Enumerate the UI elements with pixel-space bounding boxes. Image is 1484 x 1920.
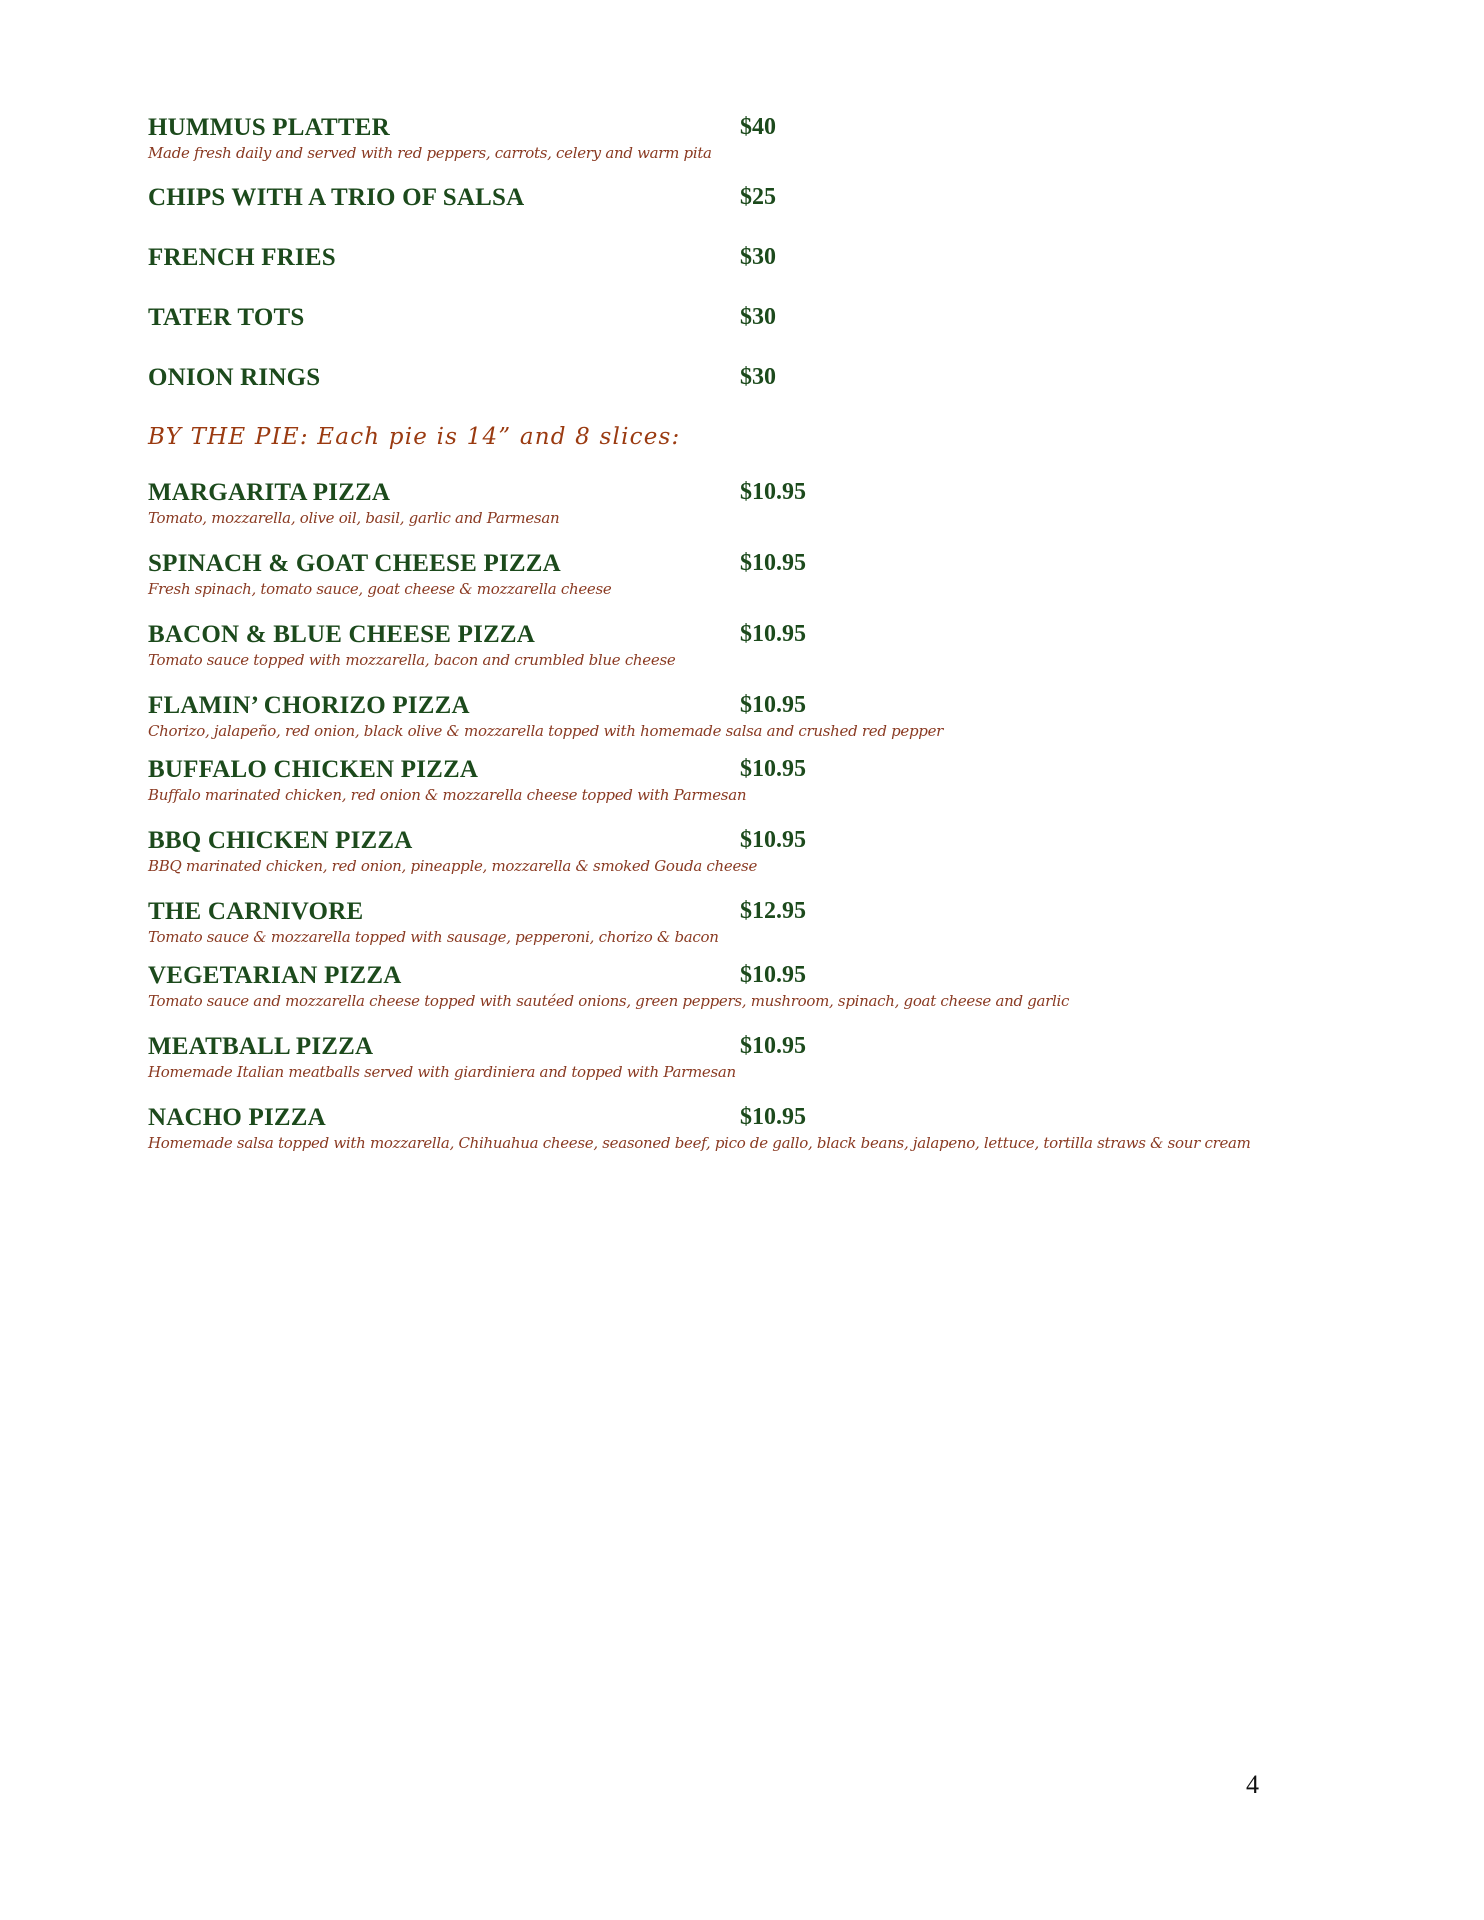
item-price: $25 xyxy=(740,184,776,210)
item-price: $30 xyxy=(740,364,776,390)
item-price: $10.95 xyxy=(740,827,806,853)
item-name: BUFFALO CHICKEN PIZZA xyxy=(148,756,479,783)
item-description: Tomato sauce & mozzarella topped with sausage, pepperoni, chorizo & bacon xyxy=(148,928,719,946)
item-price: $10.95 xyxy=(740,1104,806,1130)
item-description: Tomato sauce and mozzarella cheese topped with sautéed onions, green peppers, mushroom, spinach, goat cheese and garlic xyxy=(148,992,1070,1010)
menu-item-bbq-chicken-pizza xyxy=(148,827,1348,875)
item-name: NACHO PIZZA xyxy=(148,1104,326,1131)
item-price: $10.95 xyxy=(740,621,806,647)
item-price: $10.95 xyxy=(740,692,806,718)
menu-item-spinach-goat-cheese-pizza xyxy=(148,550,1348,598)
item-description: Made fresh daily and served with red peppers, carrots, celery and warm pita xyxy=(148,144,712,162)
item-price: $30 xyxy=(740,244,776,270)
menu-item-buffalo-chicken-pizza xyxy=(148,756,1348,804)
menu-item-margarita-pizza xyxy=(148,479,1348,527)
item-name: TATER TOTS xyxy=(148,304,305,331)
menu-item-nacho-pizza xyxy=(148,1104,1348,1152)
item-price: $10.95 xyxy=(740,479,806,505)
item-description: Fresh spinach, tomato sauce, goat cheese & mozzarella cheese xyxy=(148,580,612,598)
item-price: $30 xyxy=(740,304,776,330)
menu-item-french-fries xyxy=(148,244,1348,278)
item-name: BACON & BLUE CHEESE PIZZA xyxy=(148,621,536,648)
item-price: $10.95 xyxy=(740,962,806,988)
item-name: SPINACH & GOAT CHEESE PIZZA xyxy=(148,550,561,577)
item-description: Chorizo, jalapeño, red onion, black olive & mozzarella topped with homemade salsa and crushed red pepper xyxy=(148,722,944,740)
item-name: FRENCH FRIES xyxy=(148,244,336,271)
menu-item-chips-salsa xyxy=(148,184,1348,218)
menu-item-onion-rings xyxy=(148,364,1348,398)
item-name: HUMMUS PLATTER xyxy=(148,114,390,141)
menu-item-the-carnivore xyxy=(148,898,1348,946)
item-price: $10.95 xyxy=(740,756,806,782)
page-number: 4 xyxy=(1246,1770,1259,1799)
menu-list xyxy=(148,114,1348,1152)
item-name: BBQ CHICKEN PIZZA xyxy=(148,827,413,854)
section-heading-by-the-pie: BY THE PIE: Each pie is 14” and 8 slices: xyxy=(148,424,681,450)
item-name: FLAMIN’ CHORIZO PIZZA xyxy=(148,692,470,719)
item-description: Homemade salsa topped with mozzarella, Chihuahua cheese, seasoned beef, pico de gallo, black beans, jalapeno, lettuce, tortilla straws & sour cream xyxy=(148,1134,1251,1152)
item-price: $10.95 xyxy=(740,550,806,576)
item-name: ONION RINGS xyxy=(148,364,321,391)
item-description: Homemade Italian meatballs served with giardiniera and topped with Parmesan xyxy=(148,1063,736,1081)
menu-item-bacon-blue-cheese-pizza xyxy=(148,621,1348,669)
item-name: CHIPS WITH A TRIO OF SALSA xyxy=(148,184,525,211)
item-description: Tomato, mozzarella, olive oil, basil, garlic and Parmesan xyxy=(148,509,560,527)
menu-item-meatball-pizza xyxy=(148,1033,1348,1081)
item-name: VEGETARIAN PIZZA xyxy=(148,962,402,989)
menu-item-flamin-chorizo-pizza xyxy=(148,692,1348,740)
item-description: BBQ marinated chicken, red onion, pineapple, mozzarella & smoked Gouda cheese xyxy=(148,857,758,875)
item-description: Tomato sauce topped with mozzarella, bacon and crumbled blue cheese xyxy=(148,651,676,669)
item-description: Buffalo marinated chicken, red onion & mozzarella cheese topped with Parmesan xyxy=(148,786,747,804)
item-price: $40 xyxy=(740,114,776,140)
item-name: MEATBALL PIZZA xyxy=(148,1033,374,1060)
menu-item-hummus-platter xyxy=(148,114,1348,162)
menu-item-vegetarian-pizza xyxy=(148,962,1348,1010)
item-name: THE CARNIVORE xyxy=(148,898,364,925)
menu-item-tater-tots xyxy=(148,304,1348,338)
item-name: MARGARITA PIZZA xyxy=(148,479,391,506)
item-price: $12.95 xyxy=(740,898,806,924)
item-price: $10.95 xyxy=(740,1033,806,1059)
